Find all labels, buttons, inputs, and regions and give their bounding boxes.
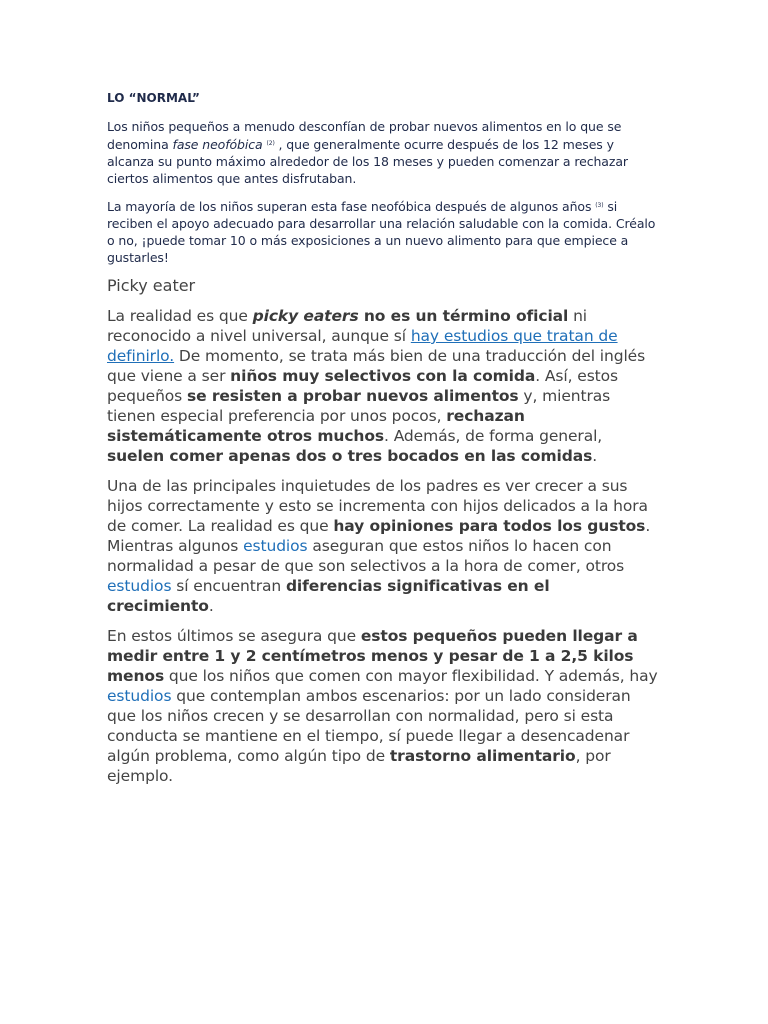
studies-link[interactable]: hay estudios que tratan de definirlo. <box>107 327 618 365</box>
bold-text: hay opiniones para todos los gustos <box>333 517 646 535</box>
studies-link[interactable]: estudios <box>107 687 172 705</box>
document-content <box>107 90 660 796</box>
bold-text: diferencias significativas en el crecimiento <box>107 577 550 615</box>
text-run: si reciben el apoyo adecuado para desarrollar una relación saludable con la comida. Créalo o no, ¡puede tomar 10 o más exposiciones a un nuevo alimento para que empiece a gustarles! <box>107 199 656 265</box>
bold-text: estos pequeños pueden llegar a medir entre 1 y 2 centímetros menos y pesar de 1 a 2,5 kilos menos <box>107 627 638 685</box>
reference-marker: (3) <box>595 202 604 209</box>
body-paragraph-2 <box>107 476 660 616</box>
bold-text: rechazan sistemáticamente otros muchos <box>107 407 525 445</box>
text-run: Los niños pequeños a menudo desconfían de probar nuevos alimentos en lo que se denomina <box>107 119 622 152</box>
text-run: y, mientras tienen especial preferencia por unos pocos, <box>107 387 611 425</box>
studies-link[interactable]: estudios <box>107 577 172 595</box>
body-paragraph-1 <box>107 306 660 466</box>
text-run: aseguran que estos niños lo hacen con normalidad a pesar de que son selectivos a la hora de comer, otros <box>107 537 625 575</box>
text-run: , por ejemplo. <box>107 747 611 785</box>
bold-text: se resisten a probar nuevos alimentos <box>186 387 519 405</box>
bold-italic-term: picky eaters <box>252 307 359 325</box>
bold-text: trastorno alimentario <box>389 747 576 765</box>
text-run: En estos últimos se asegura que <box>107 627 361 645</box>
text-run: que contemplan ambos escenarios: por un lado consideran que los niños crecen y se desarrollan con normalidad, pero si esta conducta se mantiene en el tiempo, sí puede llegar a desencadenar algún problema, como algún tipo de <box>107 687 631 765</box>
text-run: . <box>592 447 598 465</box>
text-run: ni reconocido a nivel universal, aunque sí <box>107 307 588 345</box>
text-run: De momento, se trata más bien de una traducción del inglés que viene a ser <box>107 347 646 385</box>
italic-term: fase neofóbica <box>172 137 263 152</box>
bold-text: no es un término oficial <box>358 307 569 325</box>
text-run: Una de las principales inquietudes de los padres es ver crecer a sus hijos correctamente y esto se incrementa con hijos delicados a la hora de comer. La realidad es que <box>107 477 648 535</box>
text-run: La mayoría de los niños superan esta fase neofóbica después de algunos años <box>107 199 596 214</box>
text-run: sí encuentran <box>171 577 286 595</box>
text-run: , que generalmente ocurre después de los 12 meses y alcanza su punto máximo alrededor de los 18 meses y pueden comenzar a rechazar ciertos alimentos que antes disfrutaban. <box>107 137 628 186</box>
bold-text: niños muy selectivos con la comida <box>230 367 536 385</box>
text-run: . <box>208 597 214 615</box>
text-run: que los niños que comen con mayor flexibilidad. Y además, hay <box>164 667 658 685</box>
text-run: . Así, estos pequeños <box>107 367 619 405</box>
intro-paragraph-1 <box>107 118 660 187</box>
text-run: . Mientras algunos <box>107 517 651 555</box>
studies-link[interactable]: estudios <box>243 537 308 555</box>
text-run: . Además, de forma general, <box>384 427 603 445</box>
bold-text: suelen comer apenas dos o tres bocados en las comidas <box>107 447 593 465</box>
section-heading: LO “NORMAL” <box>107 91 200 105</box>
reference-marker: (2) <box>266 140 275 147</box>
section-title: Picky eater <box>107 276 196 295</box>
text-run: La realidad es que <box>107 307 253 325</box>
body-paragraph-3 <box>107 626 660 786</box>
intro-paragraph-2 <box>107 197 660 266</box>
